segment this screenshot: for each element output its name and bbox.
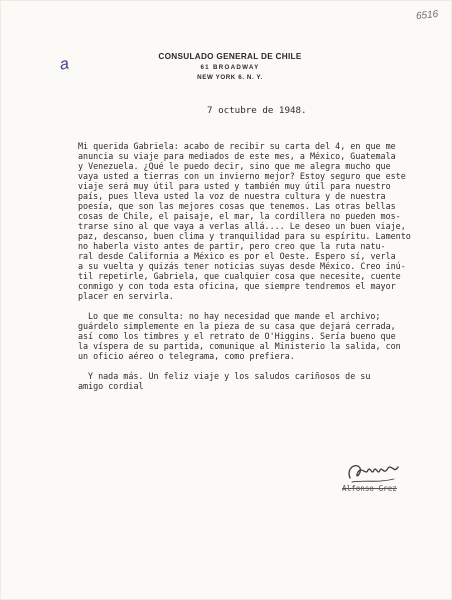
text-line: anuncia su viaje para mediados de este mes, a México, Guatemala — [78, 151, 396, 161]
text-line: cosas de Chile, el paisaje, el mar, la cordillera no pueden mos- — [78, 211, 401, 221]
text-line: til repetirle, Gabriela, que cualquier cosa que necesite, cuente — [78, 271, 401, 281]
letter-body — [78, 141, 418, 391]
text-line: la víspera de su partida, comunique al Ministerio la salida, con — [78, 341, 401, 351]
signer-name: Alfonso Grez — [342, 484, 397, 493]
letterhead-city: NEW YORK 6. N. Y. — [197, 74, 263, 81]
paragraph-3 — [78, 371, 418, 391]
text-line: conmigo y con toda esta oficina, que siempre tendremos el mayor — [78, 281, 396, 291]
text-line: Lo que me consulta: no hay necesidad que mande el archivo; — [88, 311, 381, 321]
text-line: no haberla visto antes de partir, pero creo que la ruta natu- — [78, 241, 386, 251]
letterhead-address: 61 BROADWAY — [200, 64, 260, 71]
text-line: así como los timbres y el retrato de O'Higgins. Sería bueno que — [78, 331, 396, 341]
text-line: poesía, que son las mejores cosas que tenemos. Las otras bellas — [78, 201, 396, 211]
text-line: país, pues lleva usted la voz de nuestra cultura y de nuestra — [78, 191, 386, 201]
text-line: ral desde California a México es por el Oeste. Espero sí, verla — [78, 251, 396, 261]
text-line: Mi querida Gabriela: acabo de recibir su carta del 4, en que me — [78, 141, 396, 151]
text-line: y Venezuela. ¿Qué le puedo decir, sino que me alegra mucho que — [78, 161, 391, 171]
handwritten-margin-mark: a — [58, 55, 71, 74]
paragraph-gap — [78, 301, 418, 311]
letterhead-title: CONSULADO GENERAL DE CHILE — [158, 52, 302, 61]
paragraph-1 — [78, 141, 418, 301]
text-line: vaya usted a tierras con un invierno mejor? Estoy seguro que este — [78, 171, 406, 181]
text-line: Y nada más. Un feliz viaje y los saludos cariñosos de su — [88, 371, 371, 381]
text-line: viaje será muy útil para usted y también muy útil para nuestro — [78, 181, 391, 191]
text-line: guárdelo simplemente en la pieza de su casa que dejará cerrada, — [78, 321, 396, 331]
text-line: amigo cordial — [78, 381, 144, 391]
letter-date: 7 octubre de 1948. — [207, 105, 307, 116]
text-line: trarse sino al que vaya a verlas allá.... Le deseo un buen viaje, — [78, 221, 406, 231]
text-line: placer en servirla. — [78, 291, 174, 301]
text-line: un oficio aéreo o telegrama, como prefiera. — [78, 351, 295, 361]
archive-number: 6516 — [415, 8, 439, 23]
text-line: paz, descanso, buen clima y tranquilidad para su espíritu. Lamento — [78, 231, 411, 241]
paragraph-gap — [78, 361, 418, 371]
letterhead — [130, 52, 330, 81]
handwritten-signature — [344, 458, 402, 486]
text-line: a su vuelta y quizás tener noticias suyas desde México. Creo inú- — [78, 261, 406, 271]
paragraph-2 — [78, 311, 418, 361]
